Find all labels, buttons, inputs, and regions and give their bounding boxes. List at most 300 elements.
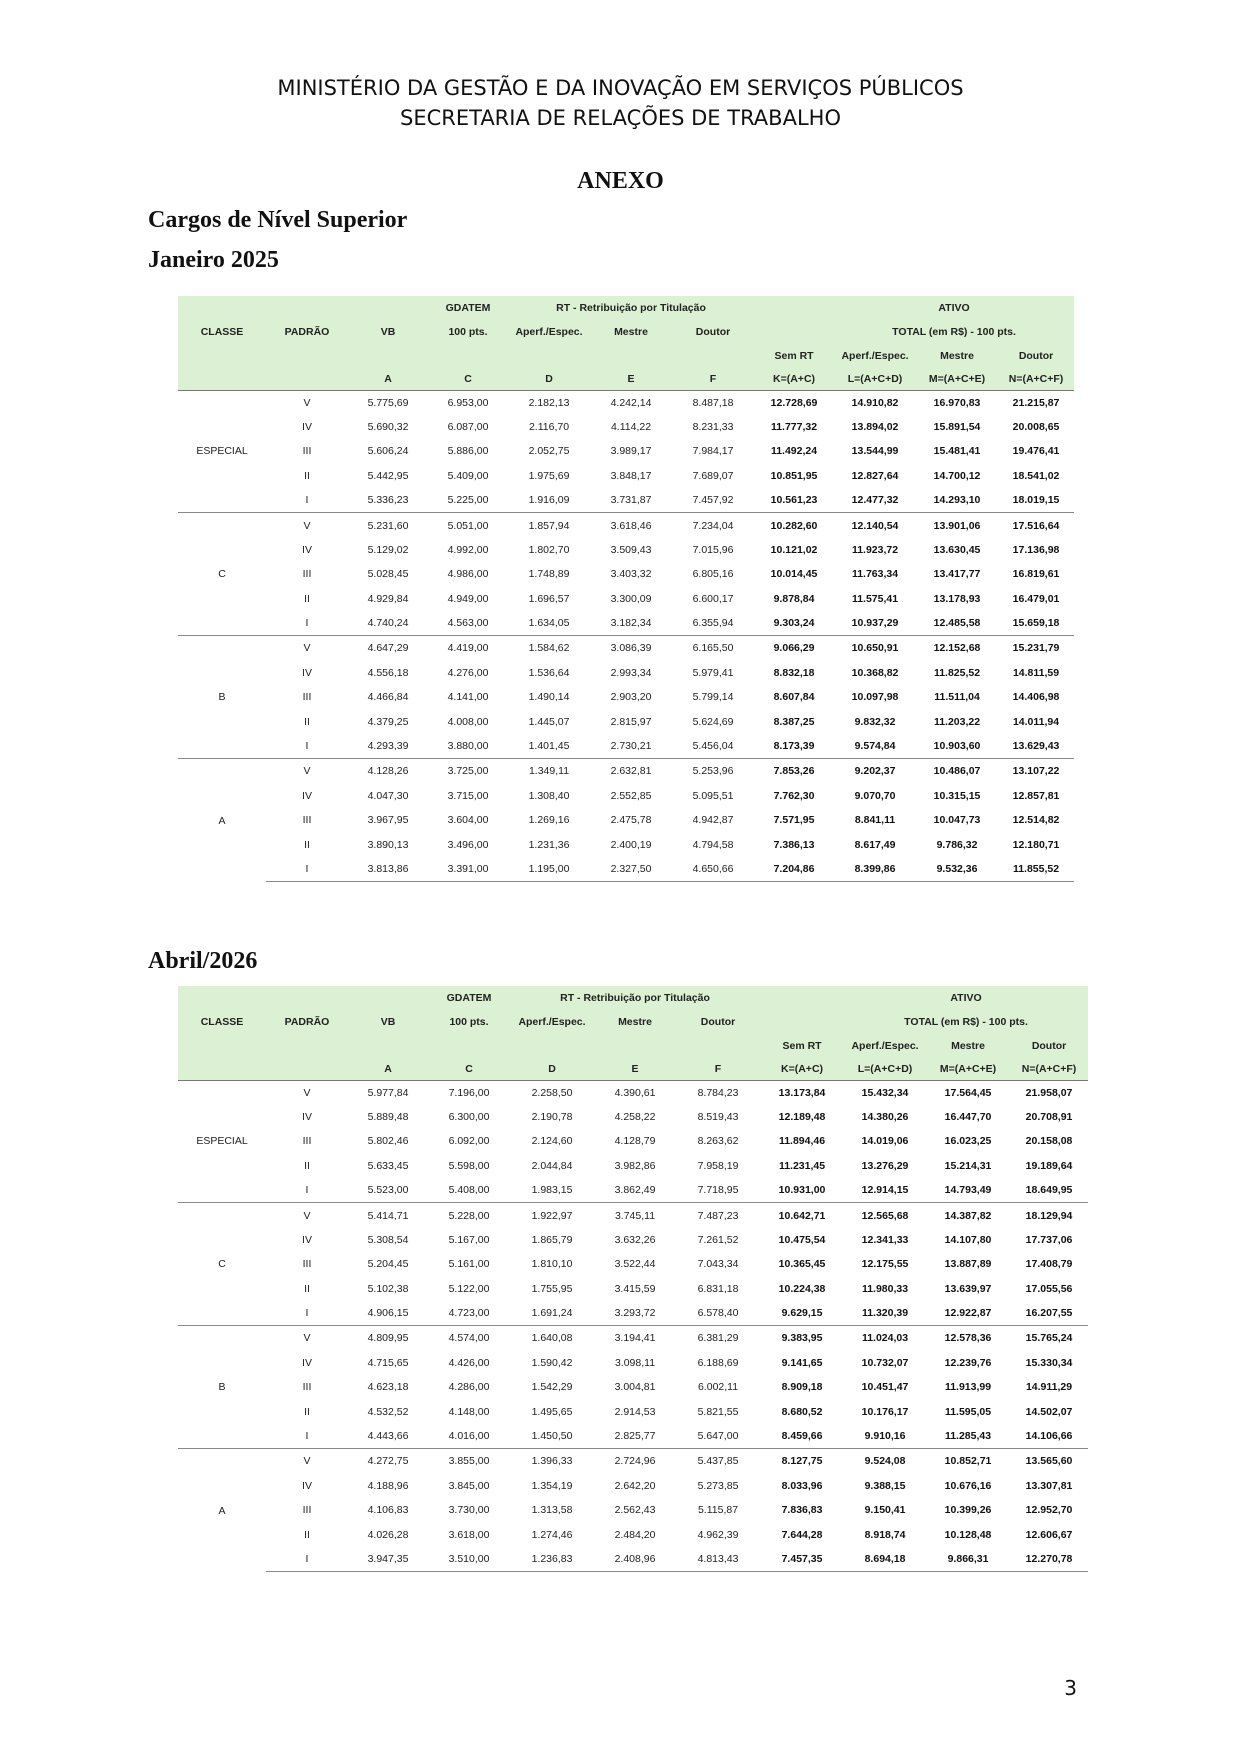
- value-cell: 3.415,59: [614, 1283, 656, 1296]
- value-cell: 14.700,12: [933, 470, 981, 483]
- value-cell: 7.204,86: [754, 857, 834, 882]
- value-cell: 2.484,20: [614, 1528, 656, 1541]
- value-cell: 13.107,22: [998, 759, 1074, 784]
- value-cell: 17.737,06: [1025, 1233, 1073, 1246]
- value-cell: 9.786,32: [936, 838, 978, 851]
- header-col-m: M=(A+C+E): [926, 1058, 1010, 1080]
- value-cell: 10.903,60: [933, 740, 981, 753]
- value-cell: 8.127,75: [760, 1449, 844, 1474]
- classe-cell: C: [178, 513, 266, 636]
- value-cell: 7.043,34: [697, 1258, 739, 1271]
- value-cell: 6.355,94: [692, 617, 734, 630]
- header-mestre: Mestre: [926, 1034, 1010, 1058]
- value-cell: 13.639,97: [944, 1283, 992, 1296]
- value-cell: 3.618,46: [590, 513, 672, 538]
- value-cell: 11.855,52: [998, 857, 1074, 882]
- padrao-cell: IV: [302, 1479, 312, 1492]
- value-cell: 2.052,75: [528, 445, 570, 458]
- value-cell: 16.023,25: [944, 1135, 992, 1148]
- value-cell: 10.931,00: [778, 1184, 826, 1197]
- value-cell: 4.272,75: [348, 1449, 428, 1474]
- value-cell: 11.024,03: [844, 1326, 926, 1351]
- value-cell: 1.983,15: [531, 1184, 573, 1197]
- value-cell: 5.414,71: [348, 1203, 428, 1228]
- header-rt: RT - Retribuição por Titulação: [510, 986, 760, 1010]
- value-cell: 17.408,79: [1025, 1258, 1073, 1271]
- value-cell: 9.202,37: [834, 759, 916, 784]
- header-blank: [428, 344, 508, 368]
- value-cell: 10.475,54: [778, 1233, 826, 1246]
- value-cell: 5.409,00: [447, 470, 489, 483]
- value-cell: 10.851,95: [770, 470, 818, 483]
- value-cell: 3.989,17: [610, 445, 652, 458]
- value-cell: 12.270,78: [1010, 1547, 1088, 1572]
- value-cell: 6.002,11: [697, 1381, 739, 1394]
- header-blank: [178, 368, 266, 390]
- value-cell: 3.725,00: [428, 759, 508, 784]
- value-cell: 6.831,18: [697, 1283, 739, 1296]
- value-cell: 10.732,07: [861, 1356, 909, 1369]
- header-blank: [348, 296, 428, 320]
- header-mestre: Mestre: [594, 1010, 676, 1034]
- value-cell: 5.977,84: [348, 1080, 428, 1105]
- value-cell: 18.541,02: [1012, 470, 1060, 483]
- value-cell: 16.207,55: [1025, 1307, 1073, 1320]
- salary-table-apr-2026: [178, 986, 1088, 1572]
- value-cell: 2.475,78: [610, 814, 652, 827]
- value-cell: 1.396,33: [510, 1449, 594, 1474]
- padrao-cell: IV: [302, 1356, 312, 1369]
- value-cell: 4.286,00: [448, 1381, 490, 1394]
- value-cell: 7.234,04: [672, 513, 754, 538]
- annex-title: ANEXO: [577, 168, 664, 194]
- header-ativo: ATIVO: [834, 296, 1074, 320]
- value-cell: 2.632,81: [590, 759, 672, 784]
- header-blank: [754, 320, 834, 344]
- value-cell: 6.165,50: [672, 636, 754, 661]
- value-cell: 9.303,24: [773, 617, 815, 630]
- value-cell: 11.511,04: [934, 691, 980, 704]
- value-cell: 1.542,29: [531, 1381, 573, 1394]
- value-cell: 12.180,71: [1012, 838, 1060, 851]
- value-cell: 14.911,29: [1025, 1381, 1073, 1394]
- header-mestre: Mestre: [916, 344, 998, 368]
- value-cell: 3.862,49: [614, 1184, 656, 1197]
- value-cell: 6.600,17: [692, 593, 734, 606]
- value-cell: 12.485,58: [933, 617, 981, 630]
- value-cell: 9.910,16: [864, 1430, 906, 1443]
- value-cell: 1.195,00: [508, 857, 590, 882]
- value-cell: 8.784,23: [676, 1080, 760, 1105]
- value-cell: 14.811,59: [1012, 666, 1060, 679]
- value-cell: 4.563,00: [447, 617, 489, 630]
- header-blank: [266, 1034, 348, 1058]
- value-cell: 10.097,98: [851, 691, 899, 704]
- section-title: Cargos de Nível Superior: [148, 207, 408, 233]
- header-blank: [178, 344, 266, 368]
- value-cell: 9.150,41: [864, 1504, 906, 1517]
- table-row: [178, 1252, 1088, 1277]
- value-cell: 3.947,35: [348, 1547, 428, 1572]
- value-cell: 8.487,18: [672, 390, 754, 415]
- value-cell: 4.532,52: [367, 1406, 409, 1419]
- padrao-cell: III: [302, 1135, 312, 1148]
- padrao-cell: I: [305, 1307, 309, 1320]
- value-cell: 2.190,78: [531, 1110, 573, 1123]
- value-cell: 12.952,70: [1025, 1504, 1073, 1517]
- table-row: [178, 685, 1074, 710]
- padrao-cell: IV: [302, 666, 312, 679]
- header-col-l: L=(A+C+D): [844, 1058, 926, 1080]
- value-cell: 13.629,43: [1012, 740, 1060, 753]
- value-cell: 10.365,45: [778, 1258, 826, 1271]
- value-cell: 7.015,96: [692, 543, 734, 556]
- header-blank: [266, 368, 348, 390]
- value-cell: 6.188,69: [697, 1356, 739, 1369]
- header-row: [178, 1058, 1088, 1080]
- value-cell: 9.866,31: [926, 1547, 1010, 1572]
- value-cell: 10.642,71: [760, 1203, 844, 1228]
- header-col-e: E: [594, 1058, 676, 1080]
- value-cell: 16.819,61: [1012, 568, 1060, 581]
- value-cell: 10.282,60: [754, 513, 834, 538]
- value-cell: 2.124,60: [531, 1135, 573, 1148]
- value-cell: 7.853,26: [754, 759, 834, 784]
- padrao-cell: II: [304, 1406, 310, 1419]
- header-row: [178, 368, 1074, 390]
- value-cell: 3.509,43: [610, 543, 652, 556]
- value-cell: 1.590,42: [531, 1356, 573, 1369]
- table-row: [178, 1375, 1088, 1400]
- value-cell: 1.495,65: [531, 1406, 573, 1419]
- value-cell: 12.175,55: [861, 1258, 909, 1271]
- padrao-cell: I: [305, 1184, 309, 1197]
- value-cell: 3.982,86: [614, 1160, 656, 1173]
- value-cell: 8.841,11: [854, 814, 896, 827]
- value-cell: 5.437,85: [676, 1449, 760, 1474]
- value-cell: 21.215,87: [998, 390, 1074, 415]
- value-cell: 3.403,32: [610, 568, 652, 581]
- header-blank: [178, 1034, 266, 1058]
- value-cell: 12.477,32: [851, 494, 899, 507]
- value-cell: 2.400,19: [610, 838, 652, 851]
- value-cell: 9.574,84: [854, 740, 896, 753]
- header-blank: [754, 296, 834, 320]
- value-cell: 4.128,79: [614, 1135, 656, 1148]
- table-row: [178, 1400, 1088, 1425]
- value-cell: 11.825,52: [933, 666, 981, 679]
- value-cell: 5.802,46: [367, 1135, 409, 1148]
- value-cell: 20.158,08: [1025, 1135, 1073, 1148]
- value-cell: 3.510,00: [428, 1547, 510, 1572]
- value-cell: 4.715,65: [367, 1356, 409, 1369]
- value-cell: 9.383,95: [760, 1326, 844, 1351]
- value-cell: 1.922,97: [510, 1203, 594, 1228]
- value-cell: 8.033,96: [781, 1479, 823, 1492]
- value-cell: 3.496,00: [447, 838, 489, 851]
- value-cell: 3.004,81: [614, 1381, 656, 1394]
- value-cell: 11.231,45: [778, 1160, 826, 1173]
- classe-cell: A: [178, 759, 266, 882]
- value-cell: 1.401,45: [528, 740, 570, 753]
- header-blank: [266, 296, 348, 320]
- padrao-cell: V: [266, 513, 348, 538]
- value-cell: 3.880,00: [447, 740, 489, 753]
- value-cell: 16.447,70: [944, 1110, 992, 1123]
- header-row: [178, 986, 1088, 1010]
- value-cell: 5.647,00: [697, 1430, 739, 1443]
- value-cell: 5.273,85: [697, 1479, 739, 1492]
- value-cell: 10.650,91: [834, 636, 916, 661]
- header-blank: [594, 1034, 676, 1058]
- value-cell: 17.516,64: [998, 513, 1074, 538]
- table-row: [178, 784, 1074, 809]
- value-cell: 1.857,94: [508, 513, 590, 538]
- value-cell: 12.565,68: [844, 1203, 926, 1228]
- table-row: [178, 611, 1074, 636]
- header-row: [178, 1034, 1088, 1058]
- padrao-cell: IV: [302, 1233, 312, 1246]
- value-cell: 5.523,00: [367, 1184, 409, 1197]
- value-cell: 3.604,00: [447, 814, 489, 827]
- padrao-cell: I: [305, 1430, 309, 1443]
- header-row: [178, 344, 1074, 368]
- padrao-cell: IV: [302, 543, 312, 556]
- table-row: [178, 833, 1074, 858]
- value-cell: 13.630,45: [933, 543, 981, 556]
- value-cell: 3.300,09: [610, 593, 652, 606]
- value-cell: 10.852,71: [926, 1449, 1010, 1474]
- table-row: [178, 562, 1074, 587]
- header-blank: [348, 1034, 428, 1058]
- value-cell: 15.659,18: [1012, 617, 1060, 630]
- header-aperf: Aperf./Espec.: [844, 1034, 926, 1058]
- table-row: [178, 390, 1074, 415]
- value-cell: 3.086,39: [590, 636, 672, 661]
- value-cell: 9.629,15: [781, 1307, 823, 1320]
- table-row: [178, 1326, 1088, 1351]
- value-cell: 5.231,60: [348, 513, 428, 538]
- table-row: [178, 636, 1074, 661]
- value-cell: 12.514,82: [1012, 814, 1060, 827]
- padrao-cell: II: [304, 470, 310, 483]
- value-cell: 15.481,41: [933, 445, 981, 458]
- table-row: [178, 1154, 1088, 1179]
- value-cell: 4.556,18: [367, 666, 409, 679]
- value-cell: 5.633,45: [367, 1160, 409, 1173]
- value-cell: 15.432,34: [844, 1080, 926, 1105]
- value-cell: 14.793,49: [944, 1184, 992, 1197]
- value-cell: 1.450,50: [531, 1430, 573, 1443]
- header-blank: [760, 1010, 844, 1034]
- header-col-n: N=(A+C+F): [1010, 1058, 1088, 1080]
- header-col-e: E: [590, 368, 672, 390]
- table-row: [178, 1203, 1088, 1228]
- header-mestre: Mestre: [590, 320, 672, 344]
- value-cell: 14.107,80: [944, 1233, 992, 1246]
- classe-cell: ESPECIAL: [178, 1080, 266, 1203]
- padrao-cell: V: [266, 1326, 348, 1351]
- value-cell: 3.194,41: [594, 1326, 676, 1351]
- value-cell: 9.141,65: [781, 1356, 823, 1369]
- header-blank: [178, 1058, 266, 1080]
- table-row: [178, 1424, 1088, 1449]
- value-cell: 4.293,39: [367, 740, 409, 753]
- table-row: [178, 1228, 1088, 1253]
- value-cell: 14.011,94: [1012, 716, 1060, 729]
- header-col-n: N=(A+C+F): [998, 368, 1074, 390]
- value-cell: 4.141,00: [447, 691, 489, 704]
- value-cell: 1.308,40: [528, 789, 570, 802]
- padrao-cell: III: [302, 568, 312, 581]
- value-cell: 4.242,14: [590, 390, 672, 415]
- header-row: [178, 296, 1074, 320]
- value-cell: 10.561,23: [770, 494, 818, 507]
- value-cell: 4.426,00: [448, 1356, 490, 1369]
- table-row: [178, 1178, 1088, 1203]
- value-cell: 8.399,86: [834, 857, 916, 882]
- value-cell: 5.095,51: [692, 789, 734, 802]
- value-cell: 5.606,24: [367, 445, 409, 458]
- value-cell: 15.330,34: [1025, 1356, 1073, 1369]
- padrao-cell: V: [266, 1449, 348, 1474]
- header-classe: CLASSE: [178, 320, 266, 344]
- value-cell: 4.114,22: [610, 420, 652, 433]
- value-cell: 10.224,38: [778, 1283, 826, 1296]
- value-cell: 1.274,46: [531, 1528, 573, 1541]
- table-row: [178, 1523, 1088, 1548]
- value-cell: 5.308,54: [367, 1233, 409, 1246]
- header-col-c: C: [428, 1058, 510, 1080]
- header-col-l: L=(A+C+D): [834, 368, 916, 390]
- value-cell: 9.388,15: [864, 1479, 906, 1492]
- value-cell: 13.173,84: [760, 1080, 844, 1105]
- value-cell: 5.228,00: [428, 1203, 510, 1228]
- value-cell: 7.261,52: [697, 1233, 739, 1246]
- value-cell: 2.327,50: [590, 857, 672, 882]
- header-classe: CLASSE: [178, 1010, 266, 1034]
- value-cell: 10.014,45: [770, 568, 818, 581]
- header-col-k: K=(A+C): [754, 368, 834, 390]
- value-cell: 16.479,01: [1012, 593, 1060, 606]
- value-cell: 1.349,11: [508, 759, 590, 784]
- value-cell: 1.445,07: [528, 716, 570, 729]
- padrao-cell: III: [302, 1258, 312, 1271]
- header-blank: [178, 986, 266, 1010]
- padrao-cell: III: [302, 445, 312, 458]
- value-cell: 7.457,35: [760, 1547, 844, 1572]
- value-cell: 5.115,87: [697, 1504, 739, 1517]
- value-cell: 4.992,00: [447, 543, 489, 556]
- value-cell: 14.106,66: [1025, 1430, 1073, 1443]
- value-cell: 5.408,00: [448, 1184, 490, 1197]
- padrao-cell: IV: [302, 420, 312, 433]
- value-cell: 1.691,24: [531, 1307, 573, 1320]
- value-cell: 13.887,89: [944, 1258, 992, 1271]
- table-row: [178, 1129, 1088, 1154]
- value-cell: 2.730,21: [610, 740, 652, 753]
- classe-cell: A: [178, 1449, 266, 1572]
- value-cell: 11.320,39: [861, 1307, 909, 1320]
- value-cell: 7.958,19: [697, 1160, 739, 1173]
- value-cell: 5.821,55: [697, 1406, 739, 1419]
- table-row: [178, 808, 1074, 833]
- value-cell: 4.258,22: [614, 1110, 656, 1123]
- value-cell: 2.562,43: [614, 1504, 656, 1517]
- value-cell: 5.979,41: [692, 666, 734, 679]
- value-cell: 20.708,91: [1025, 1110, 1073, 1123]
- header-blank: [510, 1034, 594, 1058]
- value-cell: 4.047,30: [367, 789, 409, 802]
- value-cell: 13.901,06: [916, 513, 998, 538]
- value-cell: 15.231,79: [998, 636, 1074, 661]
- value-cell: 9.524,08: [844, 1449, 926, 1474]
- value-cell: 4.128,26: [348, 759, 428, 784]
- padrao-cell: I: [266, 857, 348, 882]
- padrao-cell: III: [302, 1504, 312, 1517]
- value-cell: 2.182,13: [508, 390, 590, 415]
- value-cell: 4.813,43: [676, 1547, 760, 1572]
- value-cell: 6.092,00: [448, 1135, 490, 1148]
- value-cell: 4.809,95: [348, 1326, 428, 1351]
- value-cell: 3.522,44: [614, 1258, 656, 1271]
- value-cell: 7.718,95: [697, 1184, 739, 1197]
- table-row: [178, 710, 1074, 735]
- value-cell: 12.578,36: [926, 1326, 1010, 1351]
- header-blank: [672, 344, 754, 368]
- value-cell: 11.203,22: [933, 716, 981, 729]
- value-cell: 2.815,97: [610, 716, 652, 729]
- value-cell: 4.740,24: [367, 617, 409, 630]
- value-cell: 5.129,02: [367, 543, 409, 556]
- value-cell: 3.890,13: [367, 838, 409, 851]
- value-cell: 4.419,00: [428, 636, 508, 661]
- value-cell: 18.019,15: [1012, 494, 1060, 507]
- value-cell: 2.903,20: [610, 691, 652, 704]
- page-number: 3: [1064, 1676, 1077, 1700]
- value-cell: 5.122,00: [448, 1283, 490, 1296]
- header-total: TOTAL (em R$) - 100 pts.: [844, 1010, 1088, 1034]
- value-cell: 11.575,41: [851, 593, 899, 606]
- value-cell: 1.755,95: [531, 1283, 573, 1296]
- table-row: [178, 464, 1074, 489]
- value-cell: 7.196,00: [428, 1080, 510, 1105]
- value-cell: 3.632,26: [614, 1233, 656, 1246]
- table2-title: Abril/2026: [148, 948, 258, 974]
- value-cell: 1.313,58: [531, 1504, 573, 1517]
- value-cell: 5.775,69: [348, 390, 428, 415]
- header-blank: [266, 344, 348, 368]
- value-cell: 17.055,56: [1025, 1283, 1073, 1296]
- value-cell: 10.368,82: [851, 666, 899, 679]
- value-cell: 11.923,72: [851, 543, 899, 556]
- value-cell: 12.914,15: [861, 1184, 909, 1197]
- value-cell: 2.258,50: [510, 1080, 594, 1105]
- value-cell: 2.116,70: [528, 420, 570, 433]
- header-sem-rt: Sem RT: [760, 1034, 844, 1058]
- value-cell: 15.765,24: [1010, 1326, 1088, 1351]
- value-cell: 3.098,11: [614, 1356, 656, 1369]
- value-cell: 17.564,45: [926, 1080, 1010, 1105]
- header-blank: [428, 1034, 510, 1058]
- value-cell: 14.019,06: [861, 1135, 909, 1148]
- value-cell: 1.975,69: [528, 470, 570, 483]
- padrao-cell: I: [266, 1547, 348, 1572]
- padrao-cell: III: [302, 814, 312, 827]
- value-cell: 3.967,95: [367, 814, 409, 827]
- value-cell: 9.070,70: [854, 789, 896, 802]
- value-cell: 4.008,00: [447, 716, 489, 729]
